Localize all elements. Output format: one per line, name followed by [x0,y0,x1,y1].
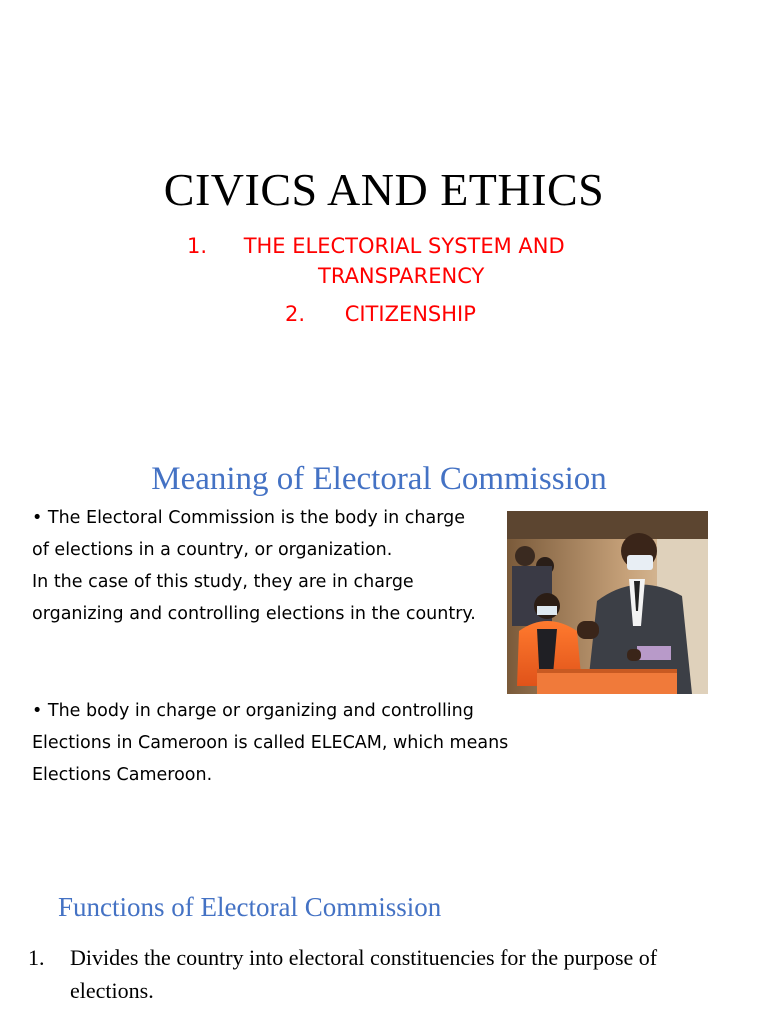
bullet: • [32,508,43,528]
bullet: • [32,701,43,721]
line-text: The body in charge or organizing and controlling [47,701,474,721]
list-item [28,941,743,1007]
line-text: The Electoral Commission is the body in charge [47,508,465,528]
topic-number: 1. [187,234,208,258]
paragraph-line: In the case of this study, they are in charge [32,572,414,592]
topic-number: 2. [285,302,306,326]
paragraph-line: Elections in Cameroon is called ELECAM, which means [32,733,509,753]
voting-photo [507,511,708,694]
meaning-paragraph-1 [32,502,476,630]
topic-item-1 [187,230,565,262]
paragraph-line [32,502,476,534]
section-heading-meaning: Meaning of Electoral Commission [151,461,607,497]
paragraph-line: Elections Cameroon. [32,765,213,785]
paragraph-line: organizing and controlling elections in the country. [32,604,476,624]
topic-text: THE ELECTORIAL SYSTEM AND [243,234,565,258]
topic-item-2 [285,298,476,330]
paragraph-line [32,695,508,727]
list-text-line: elections. [70,978,154,1003]
topic-item-1-continuation: TRANSPARENCY [318,264,485,288]
meaning-paragraph-2 [32,695,508,791]
list-text [70,941,657,1007]
document-title: CIVICS AND ETHICS [163,164,605,215]
functions-item-1 [28,941,743,1007]
paragraph-line: of elections in a country, or organization. [32,540,393,560]
list-text-line: Divides the country into electoral constituencies for the purpose of [70,945,658,970]
section-heading-functions: Functions of Electoral Commission [58,892,442,922]
list-number: 1. [28,945,45,970]
topic-text: CITIZENSHIP [344,302,476,326]
